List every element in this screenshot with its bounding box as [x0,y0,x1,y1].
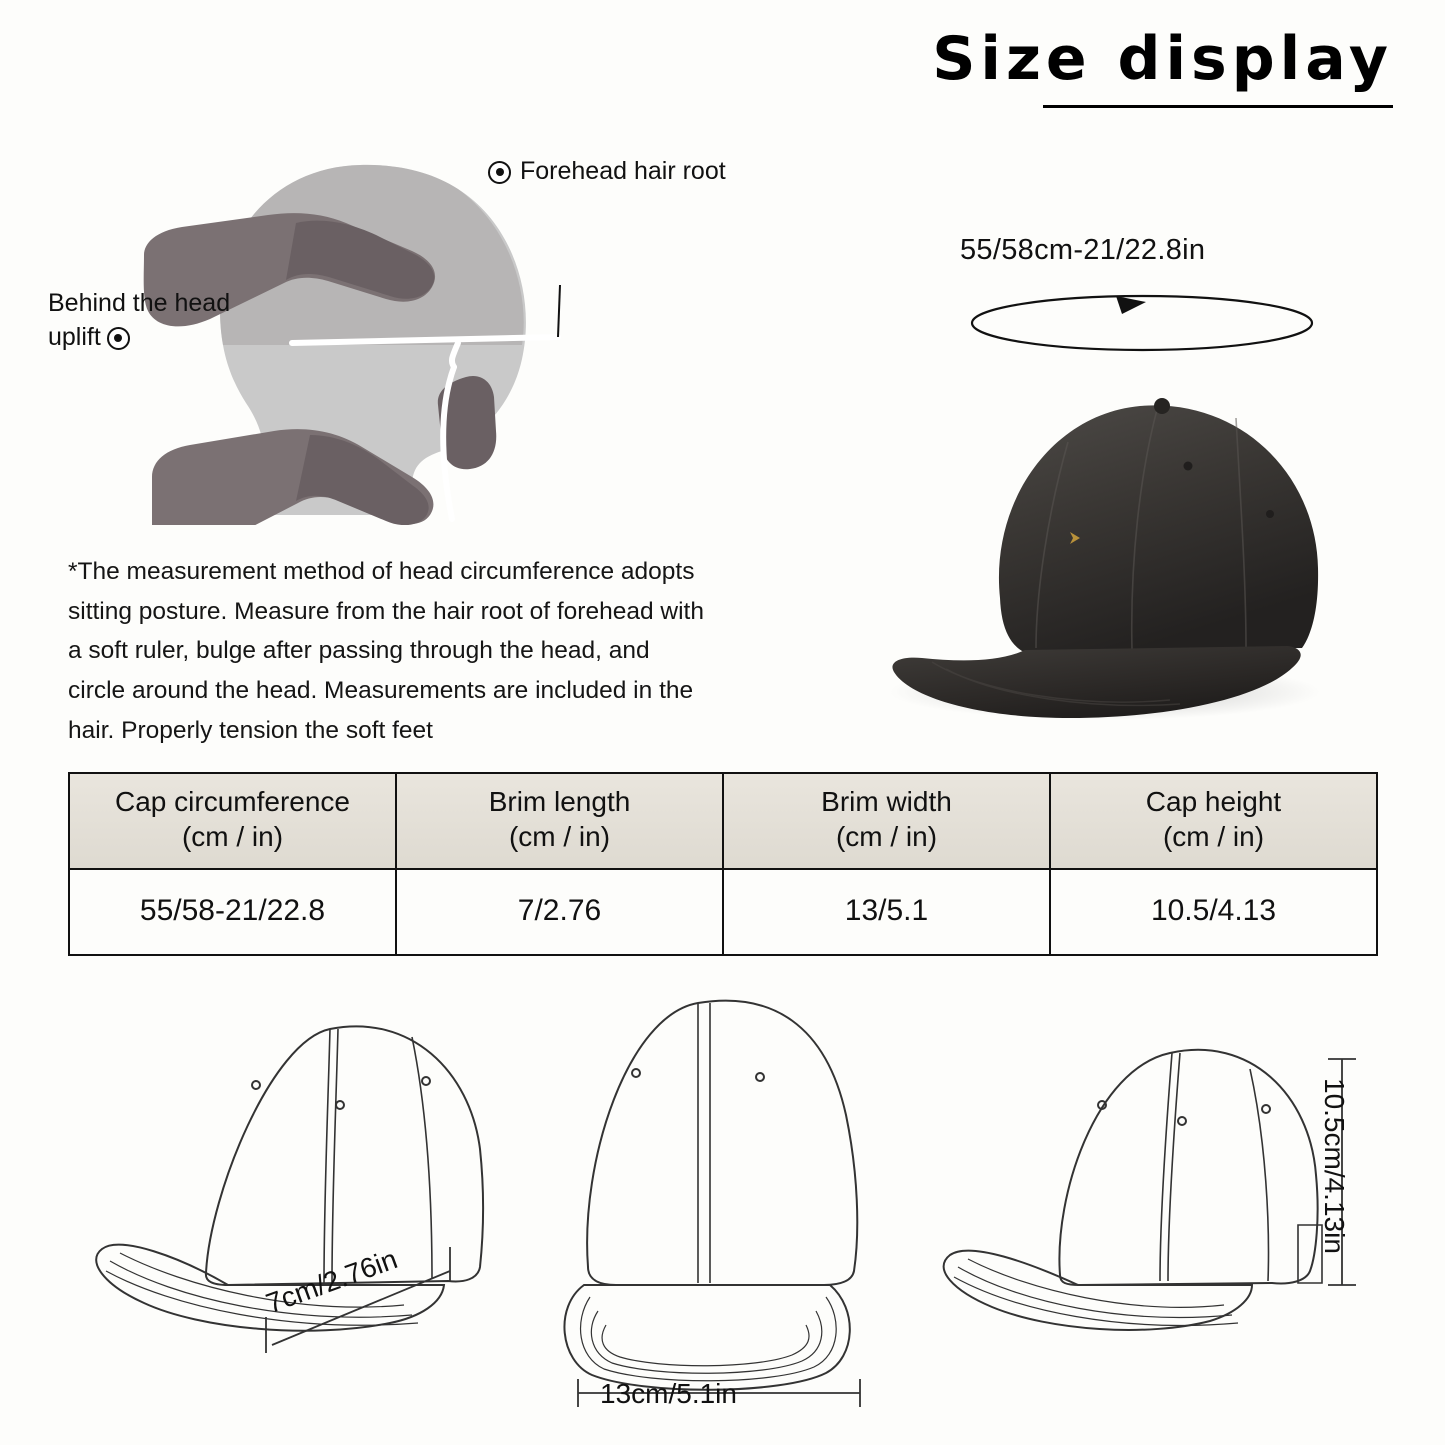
label-leader-lines [558,285,560,337]
drawing-front-view [564,1001,860,1407]
th-cap-height-line2: (cm / in) [1162,821,1265,852]
td-brim-length: 7/2.76 [396,869,723,955]
page-title: Size display [932,24,1393,94]
td-cap-circumference: 55/58-21/22.8 [69,869,396,955]
th-brim-length-line2: (cm / in) [508,821,611,852]
td-cap-height: 10.5/4.13 [1050,869,1377,955]
title-underline [1043,105,1393,108]
td-brim-width: 13/5.1 [723,869,1050,955]
dimension-brim-length: 7cm/2.76in [262,1243,402,1320]
label-forehead-text: Forehead hair root [520,157,726,185]
dot-marker-icon [488,161,511,184]
th-cap-circumference-line1: Cap circumference [115,786,350,817]
th-brim-width [723,773,1050,869]
dot-marker-icon-2 [107,327,130,350]
th-cap-height [1050,773,1377,869]
th-brim-length [396,773,723,869]
th-brim-length-line1: Brim length [488,786,631,817]
technical-drawings [60,985,1390,1415]
table-row [69,869,1377,955]
table-header-row [69,773,1377,869]
th-cap-circumference [69,773,396,869]
th-cap-circumference-line2: (cm / in) [181,821,284,852]
th-cap-height-line1: Cap height [1145,786,1282,817]
label-forehead-hair-root [488,155,728,188]
dimension-cap-height: 10.5cm/4.13in [1319,1078,1350,1254]
title-block [932,24,1393,108]
circumference-ellipse-arrow [968,292,1316,354]
label-behind-head-uplift [48,287,278,355]
product-photo-cap [840,362,1360,734]
label-behind-text: Behind the head uplift [48,289,231,351]
dimension-brim-width: 13cm/5.1in [600,1378,737,1409]
spec-table [68,772,1378,956]
th-brim-width-line1: Brim width [821,786,952,817]
drawing-side-view-right [944,1050,1356,1330]
th-brim-width-line2: (cm / in) [835,821,938,852]
circumference-label: 55/58cm-21/22.8in [960,234,1206,266]
measurement-note: *The measurement method of head circumference adopts sitting posture. Measure from the hair root of forehead with a soft ruler, bulge after passing through the head, and circle around the head. Measurements are included in the hair. Properly tension the soft feet [68,558,704,744]
